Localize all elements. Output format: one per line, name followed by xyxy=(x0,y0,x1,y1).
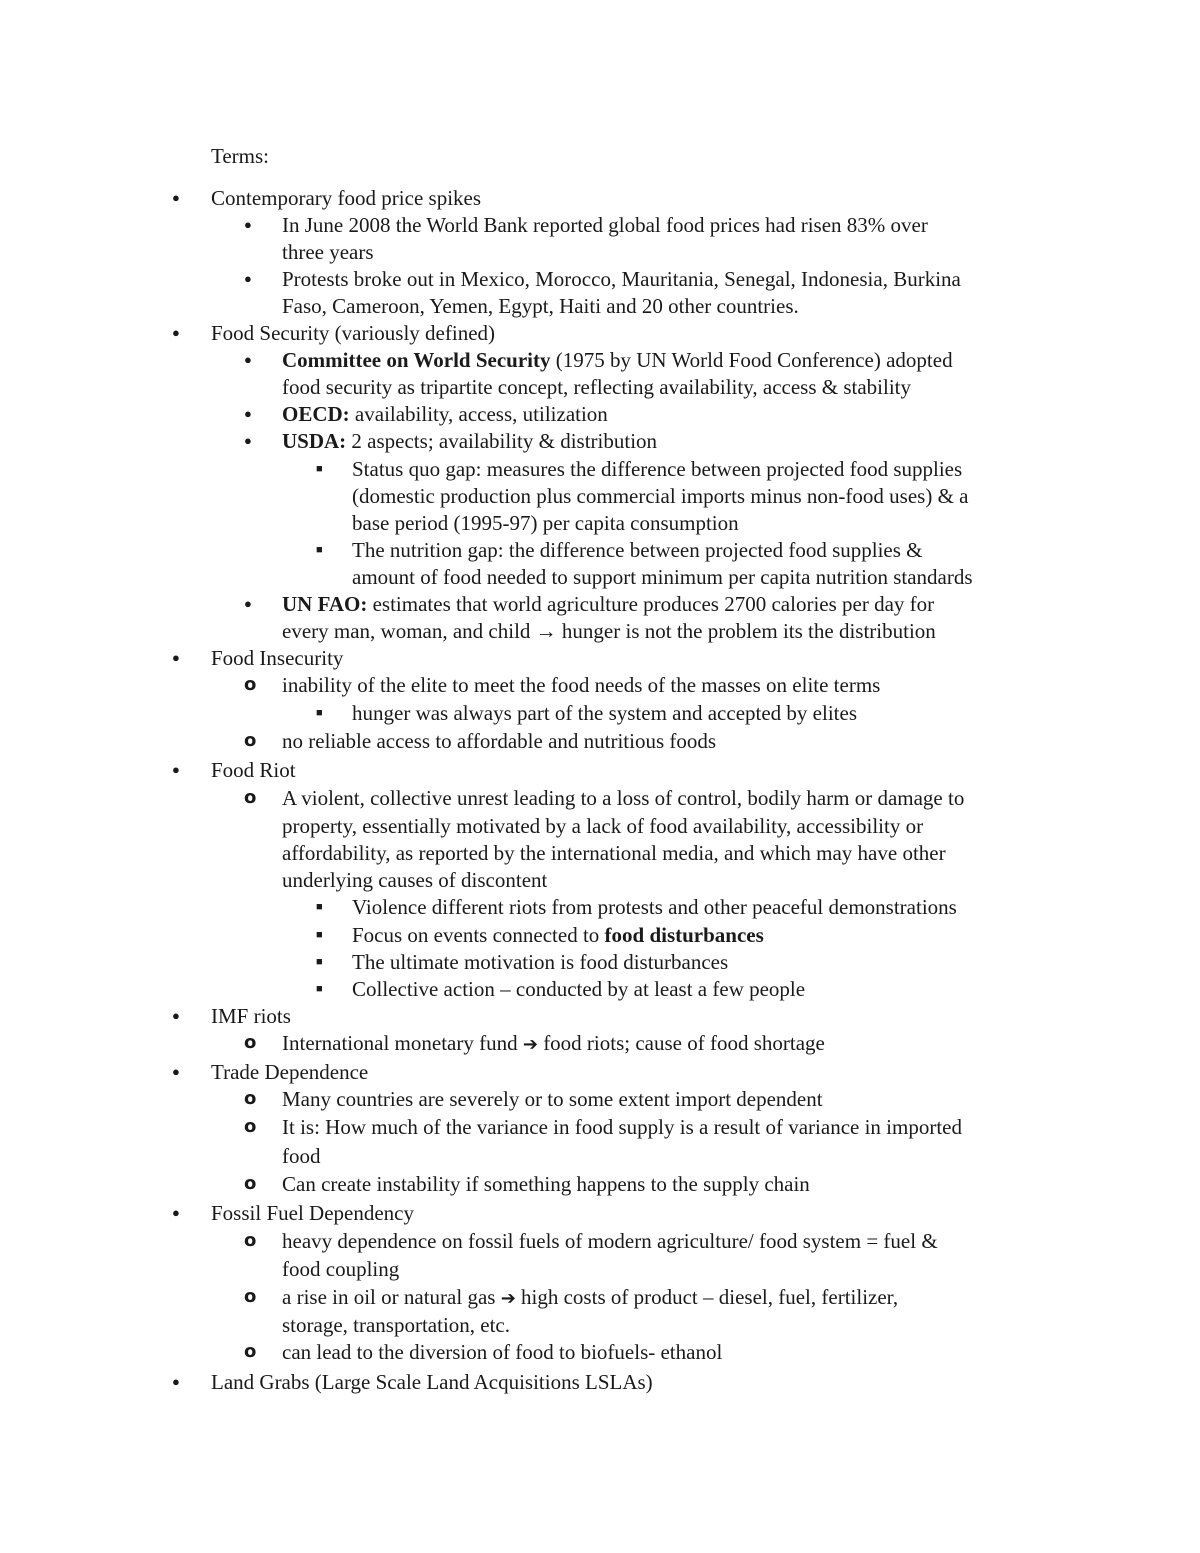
square-bullet-icon xyxy=(316,456,323,486)
list-item: Violence different riots from protests and other peaceful demonstrations xyxy=(352,895,957,919)
list-item: Status quo gap: measures the difference between projected food supplies xyxy=(352,457,963,481)
right-arrow-icon: ➔ xyxy=(522,1034,538,1055)
list-item: Many countries are severely or to some extent import dependent xyxy=(282,1087,823,1111)
bullet-icon xyxy=(172,185,180,213)
item-text: food riots; cause of food shortage xyxy=(537,1031,825,1055)
circle-bullet-icon xyxy=(244,728,256,755)
bullet-icon xyxy=(172,1369,180,1397)
list-item: A violent, collective unrest leading to a loss of control, bodily harm or damage to xyxy=(282,786,965,810)
bold-term: UN FAO: xyxy=(282,592,368,616)
list-item-continuation: food security as tripartite concept, reflecting availability, access & stability xyxy=(282,375,911,399)
circle-bullet-icon xyxy=(244,1228,256,1255)
circle-bullet-icon xyxy=(244,1086,256,1113)
square-bullet-icon xyxy=(316,894,323,924)
list-item-continuation: every man, woman, and child → hunger is not the problem its the distribution xyxy=(282,619,936,643)
list-item: In June 2008 the World Bank reported global food prices had risen 83% over xyxy=(282,213,928,237)
circle-bullet-icon xyxy=(244,1114,256,1141)
list-item-continuation: affordability, as reported by the international media, and which may have other xyxy=(282,841,946,865)
list-item-continuation: amount of food needed to support minimum per capita nutrition standards xyxy=(352,565,973,589)
term-price-spikes: Contemporary food price spikes xyxy=(211,186,482,210)
bullet-icon xyxy=(244,266,252,294)
list-item-continuation: food coupling xyxy=(282,1257,400,1281)
list-item: inability of the elite to meet the food needs of the masses on elite terms xyxy=(282,673,881,697)
bold-term: food disturbances xyxy=(604,923,764,947)
page-title: Terms: xyxy=(211,144,270,168)
list-item: no reliable access to affordable and nutritious foods xyxy=(282,729,717,753)
list-item-continuation: three years xyxy=(282,240,374,264)
bullet-icon xyxy=(172,757,180,785)
bullet-icon xyxy=(244,212,252,240)
item-text: high costs of product – diesel, fuel, fertilizer, xyxy=(515,1285,899,1309)
square-bullet-icon xyxy=(316,537,323,567)
circle-bullet-icon xyxy=(244,785,256,812)
term-land-grabs: Land Grabs (Large Scale Land Acquisitions LSLAs) xyxy=(211,1370,653,1394)
list-item: hunger was always part of the system and accepted by elites xyxy=(352,701,857,725)
bullet-icon xyxy=(244,591,252,619)
term-fossil-fuel: Fossil Fuel Dependency xyxy=(211,1201,414,1225)
circle-bullet-icon xyxy=(244,1284,256,1311)
list-item: Collective action – conducted by at least a few people xyxy=(352,977,806,1001)
item-text: a rise in oil or natural gas xyxy=(282,1285,501,1309)
circle-bullet-icon xyxy=(244,672,256,699)
list-item: heavy dependence on fossil fuels of modern agriculture/ food system = fuel & xyxy=(282,1229,938,1253)
bullet-icon xyxy=(244,347,252,375)
list-item xyxy=(282,591,934,618)
bold-term: Committee on World Security xyxy=(282,348,551,372)
bullet-icon xyxy=(172,1200,180,1228)
bullet-icon xyxy=(172,320,180,348)
list-item: Can create instability if something happens to the supply chain xyxy=(282,1172,810,1196)
list-item: The ultimate motivation is food disturbances xyxy=(352,950,729,974)
list-item xyxy=(282,1030,825,1058)
list-item xyxy=(282,401,608,428)
bullet-icon xyxy=(172,1003,180,1031)
list-item: Protests broke out in Mexico, Morocco, Mauritania, Senegal, Indonesia, Burkina xyxy=(282,267,961,291)
list-item-continuation: storage, transportation, etc. xyxy=(282,1313,511,1337)
list-item-continuation: food xyxy=(282,1144,321,1168)
list-item xyxy=(352,922,764,949)
term-food-security: Food Security (variously defined) xyxy=(211,321,496,345)
term-trade-dependence: Trade Dependence xyxy=(211,1060,369,1084)
list-item: can lead to the diversion of food to biofuels- ethanol xyxy=(282,1340,723,1364)
term-food-insecurity: Food Insecurity xyxy=(211,646,344,670)
term-imf-riots: IMF riots xyxy=(211,1004,291,1028)
list-item xyxy=(282,1284,898,1312)
list-item-continuation: property, essentially motivated by a lack of food availability, accessibility or xyxy=(282,814,924,838)
item-text: Focus on events connected to xyxy=(352,923,605,947)
item-text: (1975 by UN World Food Conference) adopted xyxy=(550,348,953,372)
bullet-icon xyxy=(172,1059,180,1087)
list-item xyxy=(282,347,953,374)
item-text: availability, access, utilization xyxy=(349,402,608,426)
square-bullet-icon xyxy=(316,976,323,1006)
right-arrow-icon: ➔ xyxy=(500,1288,516,1309)
term-food-riot: Food Riot xyxy=(211,758,296,782)
list-item: It is: How much of the variance in food supply is a result of variance in imported xyxy=(282,1115,962,1139)
list-item: The nutrition gap: the difference between projected food supplies & xyxy=(352,538,923,562)
list-item-continuation: Faso, Cameroon, Yemen, Egypt, Haiti and 20 other countries. xyxy=(282,294,799,318)
item-text: estimates that world agriculture produces 2700 calories per day for xyxy=(367,592,935,616)
list-item-continuation: base period (1995-97) per capita consumption xyxy=(352,511,739,535)
bullet-icon xyxy=(172,645,180,673)
bullet-icon xyxy=(244,401,252,429)
circle-bullet-icon xyxy=(244,1030,256,1057)
bullet-icon xyxy=(244,428,252,456)
list-item-continuation: underlying causes of discontent xyxy=(282,868,548,892)
list-item-continuation: (domestic production plus commercial imports minus non-food uses) & a xyxy=(352,484,969,508)
bold-term: USDA: xyxy=(282,429,347,453)
circle-bullet-icon xyxy=(244,1339,256,1366)
bold-term: OECD: xyxy=(282,402,350,426)
list-item xyxy=(282,428,657,455)
square-bullet-icon xyxy=(316,922,323,952)
circle-bullet-icon xyxy=(244,1171,256,1198)
square-bullet-icon xyxy=(316,949,323,979)
square-bullet-icon xyxy=(316,700,323,730)
item-text: 2 aspects; availability & distribution xyxy=(346,429,658,453)
item-text: International monetary fund xyxy=(282,1031,523,1055)
